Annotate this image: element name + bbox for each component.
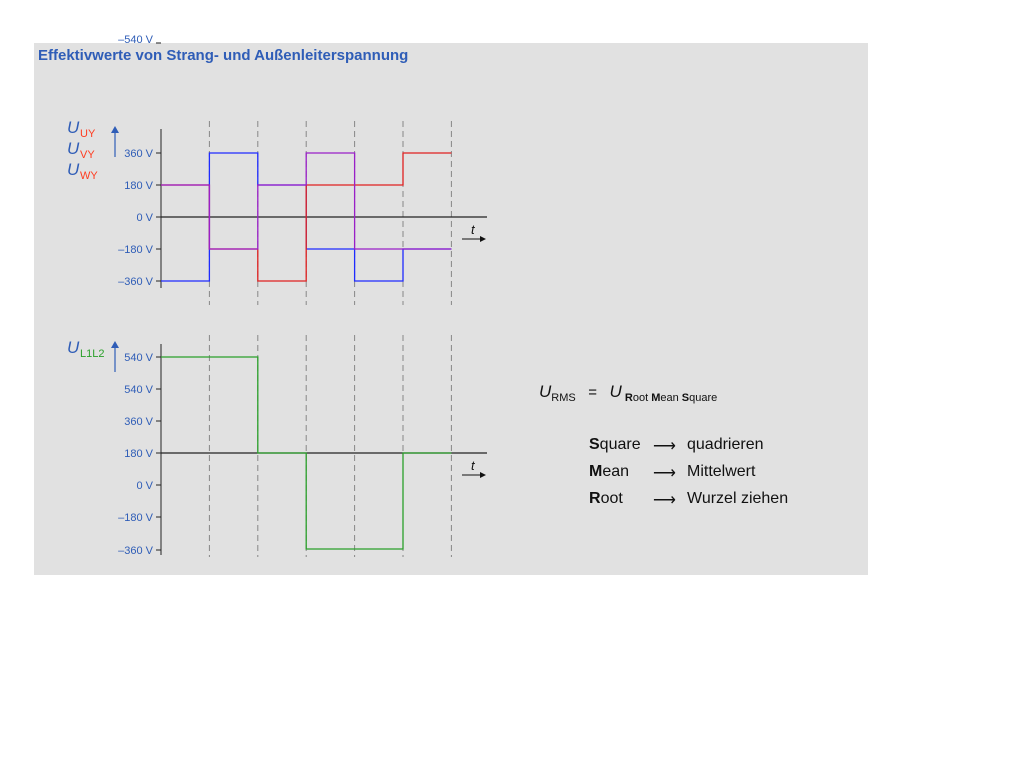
slide-panel (34, 34, 868, 575)
slide-title: Effektivwerte von Strang- und Außenleiterspannung (38, 47, 409, 64)
arrowhead-icon (111, 341, 119, 348)
legend-term-rest: ean (602, 463, 630, 480)
right-arrow-icon: ⟶ (653, 492, 676, 509)
y-tick-label: 360 V (124, 416, 153, 428)
legend-meaning: Wurzel ziehen (687, 490, 789, 507)
formula-rhs-main: U (609, 382, 622, 401)
formula-equals: = (588, 384, 598, 401)
y-tick-label: 180 V (124, 180, 153, 192)
y-tick-label: 0 V (136, 212, 153, 224)
y-tick-label: 540 V (124, 384, 153, 396)
legend-term (589, 463, 629, 481)
line-voltage-chart (67, 34, 487, 557)
arrowhead-icon (480, 236, 486, 242)
right-arrow-icon: ⟶ (653, 438, 676, 455)
legend-meaning: quadrieren (687, 436, 764, 453)
y-tick-label: 180 V (124, 448, 153, 460)
x-axis-label: t (471, 458, 475, 473)
legend-term (589, 436, 641, 454)
y-tick-label: –180 V (118, 244, 153, 256)
legend-term (589, 490, 623, 508)
y-axis-label-sub: UY (80, 128, 96, 140)
formula-rhs-sub (622, 392, 717, 404)
legend-term-bold: R (589, 490, 601, 507)
formula-rhs-sub-rest-1: ean (660, 392, 682, 404)
y-axis-label: U (67, 160, 80, 179)
y-tick-label: –360 V (118, 545, 153, 557)
legend-term-bold: S (589, 436, 600, 453)
legend-term-bold: M (589, 463, 603, 480)
x-axis-label: t (471, 222, 475, 237)
arrowhead-icon (111, 126, 119, 133)
formula-rhs-sub-bold-2: S (681, 392, 690, 404)
y-tick-label: 0 V (136, 480, 153, 492)
y-axis-label-sub: VY (80, 149, 95, 161)
y-axis-label: U (67, 338, 80, 357)
y-tick-label: –180 V (118, 512, 153, 524)
y-axis-label-sub: WY (80, 170, 98, 182)
legend-term-rest: quare (599, 436, 641, 453)
legend-term-rest: oot (600, 490, 623, 507)
legend-meaning: Mittelwert (687, 463, 756, 480)
arrowhead-icon (480, 472, 486, 478)
y-axis-label: U (67, 139, 80, 158)
phase-voltage-chart (67, 118, 487, 288)
y-tick-label: –540 V (118, 34, 153, 46)
formula-rhs-sub-bold-0: R (624, 392, 633, 404)
y-axis-label-sub: L1L2 (80, 348, 105, 360)
formula-rhs-sub-bold-1: M (651, 392, 661, 404)
formula-rhs-sub-rest-2: quare (689, 392, 718, 404)
right-arrow-icon: ⟶ (653, 465, 676, 482)
y-tick-label: 360 V (124, 148, 153, 160)
y-tick-label: –360 V (118, 276, 153, 288)
y-tick-label: 540 V (124, 352, 153, 364)
formula-lhs-sub: RMS (551, 392, 576, 404)
rms-formula (539, 382, 717, 404)
formula-rhs-sub-rest-0: oot (632, 392, 652, 404)
formula-lhs-main: U (539, 382, 552, 401)
y-axis-label: U (67, 118, 80, 137)
